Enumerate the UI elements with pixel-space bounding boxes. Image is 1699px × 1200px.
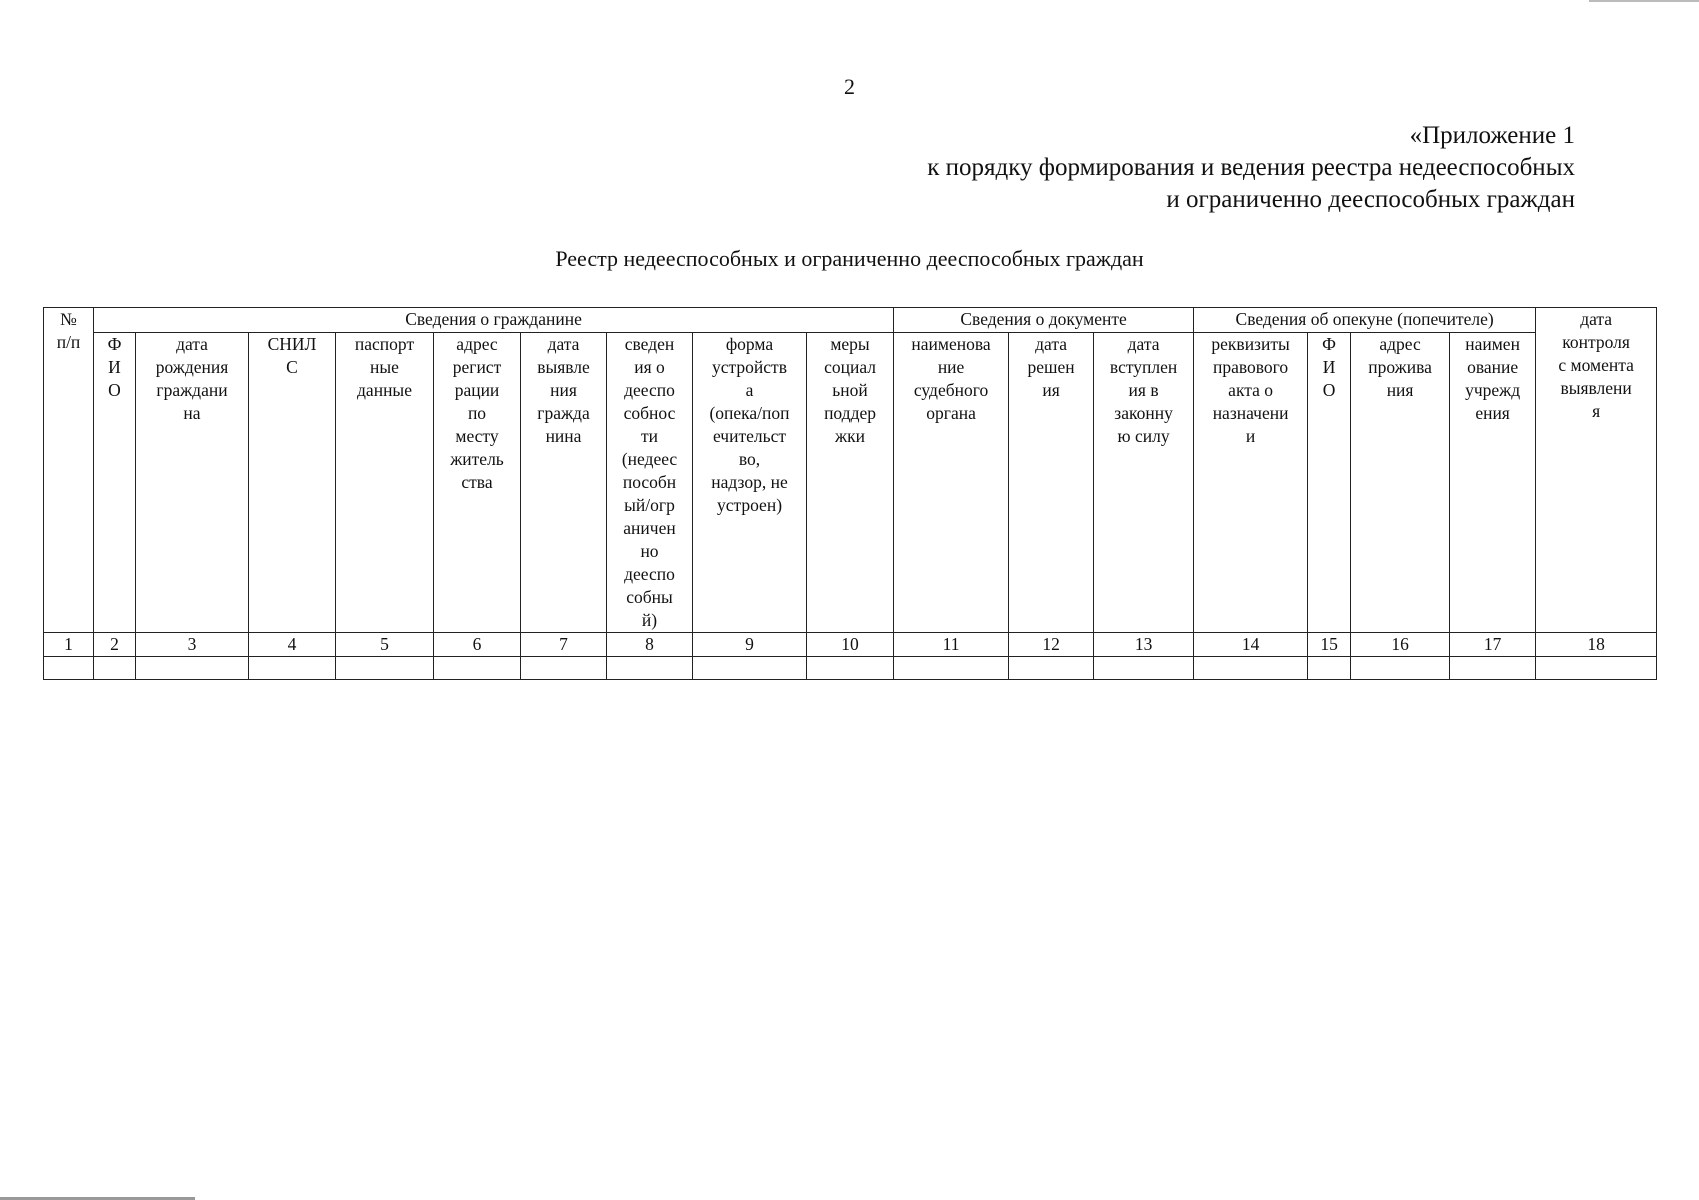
column-header-decision-date: дата решен ия	[1009, 333, 1094, 633]
table-cell	[1450, 657, 1536, 680]
table-cell	[693, 657, 807, 680]
table-cell	[607, 657, 693, 680]
column-header-registration-address: адрес регист рации по месту житель ства	[434, 333, 521, 633]
column-number: 11	[894, 633, 1009, 657]
column-number: 17	[1450, 633, 1536, 657]
empty-data-row	[44, 657, 1657, 680]
column-header-social-support: меры социал ьной поддер жки	[807, 333, 894, 633]
column-number: 9	[693, 633, 807, 657]
table-cell	[1351, 657, 1450, 680]
appendix-line-2: к порядку формирования и ведения реестра недееспособных	[927, 154, 1575, 181]
table-cell	[807, 657, 894, 680]
table-cell	[1308, 657, 1351, 680]
column-header-passport: паспорт ные данные	[336, 333, 434, 633]
column-header-control-date: дата контроля с момента выявлени я	[1536, 308, 1657, 633]
table-cell	[94, 657, 136, 680]
column-number: 18	[1536, 633, 1657, 657]
table-cell	[1194, 657, 1308, 680]
table-cell	[434, 657, 521, 680]
column-header-effective-date: дата вступлен ия в законну ю силу	[1094, 333, 1194, 633]
column-header-institution-name: наимен ование учрежд ения	[1450, 333, 1536, 633]
column-number: 6	[434, 633, 521, 657]
scan-edge-mark	[1589, 0, 1699, 2]
appendix-heading	[927, 120, 1575, 216]
table-cell	[521, 657, 607, 680]
table-cell	[1009, 657, 1094, 680]
table-cell	[894, 657, 1009, 680]
column-header-citizen-fio: Ф И О	[94, 333, 136, 633]
column-header-number: № п/п	[44, 308, 94, 633]
table-cell	[1536, 657, 1657, 680]
column-number: 14	[1194, 633, 1308, 657]
column-number: 1	[44, 633, 94, 657]
column-header-legal-act: реквизиты правового акта о назначени и	[1194, 333, 1308, 633]
document-title: Реестр недееспособных и ограниченно дееспособных граждан	[555, 246, 1144, 271]
column-number: 15	[1308, 633, 1351, 657]
column-header-snils: СНИЛ С	[249, 333, 336, 633]
column-number: 4	[249, 633, 336, 657]
column-number: 5	[336, 633, 434, 657]
column-number: 16	[1351, 633, 1450, 657]
table-cell	[249, 657, 336, 680]
page-number: 2	[844, 74, 855, 99]
group-header-citizen: Сведения о гражданине	[94, 308, 894, 333]
column-number: 7	[521, 633, 607, 657]
column-number: 10	[807, 633, 894, 657]
column-number: 2	[94, 633, 136, 657]
table-cell	[1094, 657, 1194, 680]
group-header-document: Сведения о документе	[894, 308, 1194, 333]
column-header-capacity-info: сведен ия о дееспо собнос ти (недеес пособн ый/огр аничен но дееспо собны й)	[607, 333, 693, 633]
column-number: 12	[1009, 633, 1094, 657]
column-number: 8	[607, 633, 693, 657]
group-header-guardian: Сведения об опекуне (попечителе)	[1194, 308, 1536, 333]
column-header-guardian-fio: Ф И О	[1308, 333, 1351, 633]
column-number-row	[44, 633, 1657, 657]
column-header-placement-form: форма устройств а (опека/поп ечительст во, надзор, не устроен)	[693, 333, 807, 633]
column-number: 3	[136, 633, 249, 657]
column-header-court-name: наименова ние судебного органа	[894, 333, 1009, 633]
appendix-line-1: «Приложение 1	[1409, 122, 1575, 149]
table-cell	[44, 657, 94, 680]
column-number: 13	[1094, 633, 1194, 657]
registry-table	[43, 307, 1657, 680]
appendix-line-3: и ограниченно дееспособных граждан	[1166, 186, 1575, 213]
table-cell	[136, 657, 249, 680]
column-header-guardian-address: адрес прожива ния	[1351, 333, 1450, 633]
column-header-identification-date: дата выявле ния гражда нина	[521, 333, 607, 633]
table-cell	[336, 657, 434, 680]
column-header-birth-date: дата рождения граждани на	[136, 333, 249, 633]
